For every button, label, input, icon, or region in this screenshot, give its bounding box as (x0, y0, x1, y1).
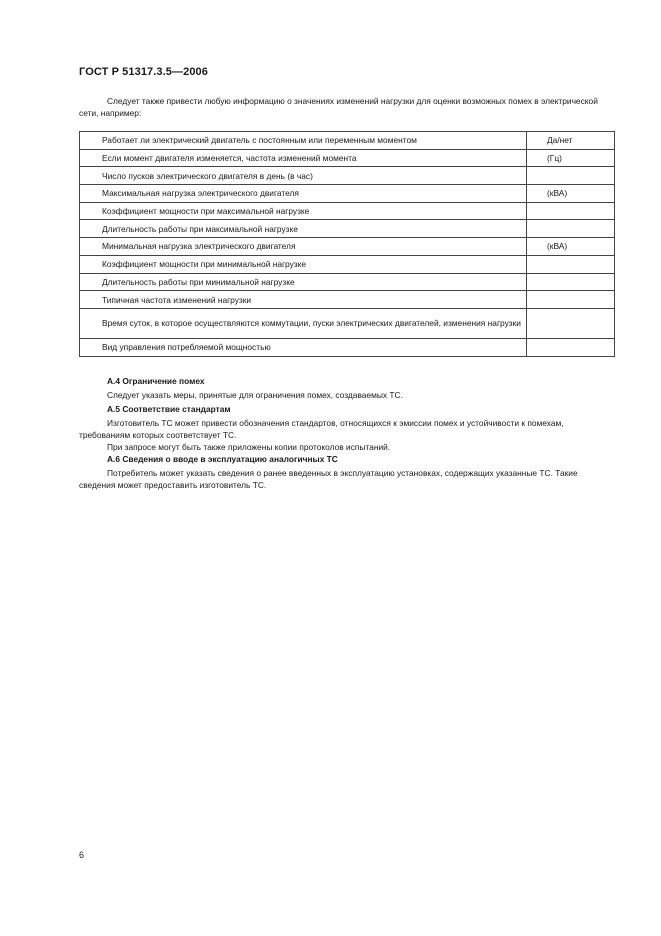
table-row (80, 338, 615, 356)
parameter-name: Типичная частота изменений нагрузки (80, 291, 527, 309)
table-row (80, 167, 615, 185)
parameter-name: Если момент двигателя изменяется, частота изменений момента (80, 149, 527, 167)
parameter-unit: (Гц) (527, 149, 615, 167)
section-a4-heading: А.4 Ограничение помех (107, 376, 205, 386)
parameter-unit (527, 291, 615, 309)
table-row (80, 273, 615, 291)
parameter-unit (527, 338, 615, 356)
table-row (80, 238, 615, 256)
table-row (80, 185, 615, 203)
parameter-name: Работает ли электрический двигатель с постоянным или переменным моментом (80, 132, 527, 150)
intro-paragraph: Следует также привести любую информацию о значениях изменений нагрузки для оценки возможных помех в электрической сети, например: (79, 96, 598, 118)
table-row (80, 202, 615, 220)
section-a4-text: Следует указать меры, принятые для ограничения помех, создаваемых ТС. (107, 390, 403, 400)
load-parameters-table (79, 131, 615, 357)
parameter-name: Минимальная нагрузка электрического двигателя (80, 238, 527, 256)
section-a5-heading: А.5 Соответствие стандартам (107, 404, 231, 414)
parameter-unit (527, 167, 615, 185)
parameter-unit: (кВА) (527, 185, 615, 203)
table-row (80, 132, 615, 150)
document-header: ГОСТ Р 51317.3.5—2006 (79, 66, 208, 78)
parameter-name: Число пусков электрического двигателя в день (в час) (80, 167, 527, 185)
parameter-name: Длительность работы при минимальной нагрузке (80, 273, 527, 291)
section-a5-note: При запросе могут быть также приложены копии протоколов испытаний. (107, 442, 391, 452)
parameter-unit (527, 220, 615, 238)
parameter-name: Вид управления потребляемой мощностью (80, 338, 527, 356)
section-a5-text: Изготовитель ТС может привести обозначения стандартов, относящихся к эмиссии помех и устойчивости к помехам, требованиям которых соответствует ТС. (79, 418, 564, 440)
parameter-unit: (кВА) (527, 238, 615, 256)
parameter-unit: Да/нет (527, 132, 615, 150)
parameter-name: Коэффициент мощности при максимальной нагрузке (80, 202, 527, 220)
parameter-unit (527, 308, 615, 338)
parameter-unit (527, 255, 615, 273)
table-row (80, 255, 615, 273)
table-row (80, 308, 615, 338)
parameter-name: Коэффициент мощности при минимальной нагрузке (80, 255, 527, 273)
table-row (80, 220, 615, 238)
section-a6-heading: А.6 Сведения о вводе в эксплуатацию аналогичных ТС (107, 454, 338, 464)
parameter-unit (527, 273, 615, 291)
table-row (80, 291, 615, 309)
table-row (80, 149, 615, 167)
section-a6-text: Потребитель может указать сведения о ранее введенных в эксплуатацию установках, содержащих указанные ТС. Такие сведения может предоставить изготовитель ТС. (79, 468, 578, 490)
parameter-name: Время суток, в которое осуществляются коммутации, пуски электрических двигателей, изменения нагрузки (80, 308, 527, 338)
parameter-name: Длительность работы при максимальной нагрузке (80, 220, 527, 238)
page-number: 6 (79, 850, 85, 860)
parameter-unit (527, 202, 615, 220)
parameter-name: Максимальная нагрузка электрического двигателя (80, 185, 527, 203)
